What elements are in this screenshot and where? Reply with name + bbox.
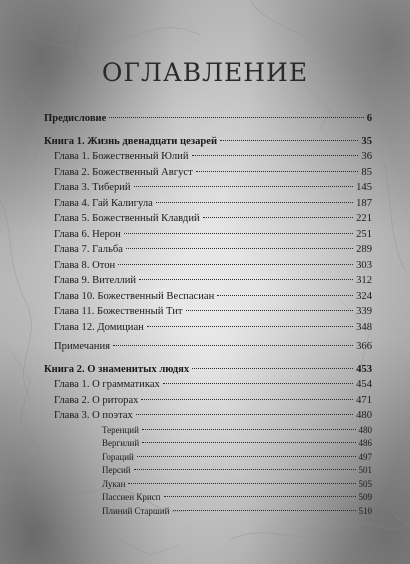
leader-dots <box>164 496 356 497</box>
entry-label: Глава 2. Божественный Август <box>54 166 193 178</box>
toc-entry-chapter <box>44 258 372 274</box>
entry-label: Глава 7. Гальба <box>54 244 123 255</box>
entry-label: Глава 5. Божественный Клавдий <box>54 213 200 224</box>
entry-page: 145 <box>356 182 372 193</box>
entry-page: 471 <box>356 394 372 406</box>
entry-label: Примечания <box>54 341 110 352</box>
entry-label: Глава 12. Домициан <box>54 321 144 333</box>
leader-dots <box>217 295 353 296</box>
entry-label: Глава 8. Отон <box>54 259 116 271</box>
leader-dots <box>196 171 359 172</box>
toc-entry-poet <box>44 505 372 519</box>
leader-dots <box>118 264 353 265</box>
entry-label: Глава 6. Нерон <box>54 228 121 240</box>
leader-dots <box>203 217 353 218</box>
toc-entry-chapter <box>44 289 372 305</box>
entry-page: 480 <box>358 424 372 435</box>
entry-page: 312 <box>356 275 372 286</box>
entry-page: 497 <box>358 451 372 462</box>
entry-label: Глава 10. Божественный Веспасиан <box>54 290 215 302</box>
table-of-contents <box>44 111 372 519</box>
entry-label: Вергилий <box>102 438 140 449</box>
entry-label: Лукан <box>102 478 126 489</box>
entry-page: 366 <box>356 341 372 352</box>
page-title: ОГЛАВЛЕНИЕ <box>101 58 309 87</box>
toc-entry-chapter <box>44 196 372 212</box>
toc-entry-chapter <box>44 320 372 336</box>
toc-entry-poet <box>44 451 372 465</box>
leader-dots <box>134 186 354 187</box>
toc-entry-book1 <box>44 134 372 150</box>
entry-label: Пассиен Крисп <box>102 492 161 503</box>
toc-entry-chapter <box>44 408 372 424</box>
toc-entry-poet <box>44 478 372 492</box>
toc-entry-chapter <box>44 149 372 165</box>
toc-entry-book2 <box>44 362 372 378</box>
leader-dots <box>163 383 353 384</box>
leader-dots <box>220 140 358 141</box>
entry-page: 454 <box>356 379 372 390</box>
entry-label: Глава 1. Божественный Юлий <box>54 151 189 162</box>
entry-page: 85 <box>361 166 372 178</box>
toc-entry-notes <box>44 339 372 355</box>
entry-page: 339 <box>356 306 372 317</box>
entry-label: Глава 1. О грамматиках <box>54 379 160 390</box>
toc-entry-poet <box>44 491 372 505</box>
toc-entry-chapter <box>44 393 372 409</box>
leader-dots <box>139 279 353 280</box>
leader-dots <box>192 155 359 156</box>
entry-page: 509 <box>358 492 372 503</box>
entry-page: 187 <box>356 197 372 209</box>
toc-entry-chapter <box>44 165 372 181</box>
entry-page: 6 <box>366 113 372 124</box>
entry-page: 510 <box>358 506 372 517</box>
entry-page: 251 <box>356 228 372 240</box>
entry-page: 505 <box>358 478 372 489</box>
toc-entry-poet <box>44 437 372 451</box>
entry-page: 35 <box>361 135 372 147</box>
leader-dots <box>124 233 353 234</box>
leader-dots <box>173 510 356 511</box>
leader-dots <box>128 483 355 484</box>
leader-dots <box>134 469 356 470</box>
leader-dots <box>186 310 354 311</box>
toc-entry-chapter <box>44 273 372 289</box>
toc-entry-chapter <box>44 180 372 196</box>
entry-label: Глава 2. О риторах <box>54 394 139 406</box>
entry-label: Предисловие <box>44 113 107 124</box>
toc-entry-chapter <box>44 242 372 258</box>
toc-entry-poet <box>44 424 372 438</box>
entry-label: Глава 3. Тиберий <box>54 182 131 193</box>
entry-label: Глава 4. Гай Калигула <box>54 197 153 209</box>
entry-label: Персий <box>102 465 131 476</box>
entry-page: 501 <box>358 465 372 476</box>
entry-page: 36 <box>361 151 372 162</box>
entry-label: Плиний Старший <box>102 506 170 517</box>
toc-entry-chapter <box>44 227 372 243</box>
entry-label: Гораций <box>102 451 134 462</box>
leader-dots <box>141 399 353 400</box>
toc-entry-chapter <box>44 377 372 393</box>
leader-dots <box>142 442 355 443</box>
entry-page: 486 <box>358 438 372 449</box>
entry-page: 480 <box>356 410 372 421</box>
toc-entry-preface <box>44 111 372 127</box>
leader-dots <box>109 117 363 118</box>
leader-dots <box>137 456 356 457</box>
entry-page: 453 <box>356 363 372 375</box>
entry-page: 221 <box>356 213 372 224</box>
entry-label: Теренций <box>102 424 139 435</box>
leader-dots <box>142 429 356 430</box>
entry-label: Книга 2. О знаменитых людях <box>44 363 190 375</box>
entry-page: 303 <box>356 259 372 271</box>
entry-page: 289 <box>356 244 372 255</box>
entry-page: 324 <box>356 290 372 302</box>
toc-entry-chapter <box>44 304 372 320</box>
toc-entry-chapter <box>44 211 372 227</box>
entry-label: Глава 9. Вителлий <box>54 275 137 286</box>
leader-dots <box>156 202 353 203</box>
leader-dots <box>113 345 353 346</box>
leader-dots <box>136 414 353 415</box>
entry-label: Книга 1. Жизнь двенадцати цезарей <box>44 135 218 147</box>
toc-entry-poet <box>44 464 372 478</box>
leader-dots <box>126 248 353 249</box>
entry-page: 348 <box>356 321 372 333</box>
leader-dots <box>147 326 353 327</box>
entry-label: Глава 11. Божественный Тит <box>54 306 183 317</box>
leader-dots <box>192 368 353 369</box>
entry-label: Глава 3. О поэтах <box>54 410 133 421</box>
